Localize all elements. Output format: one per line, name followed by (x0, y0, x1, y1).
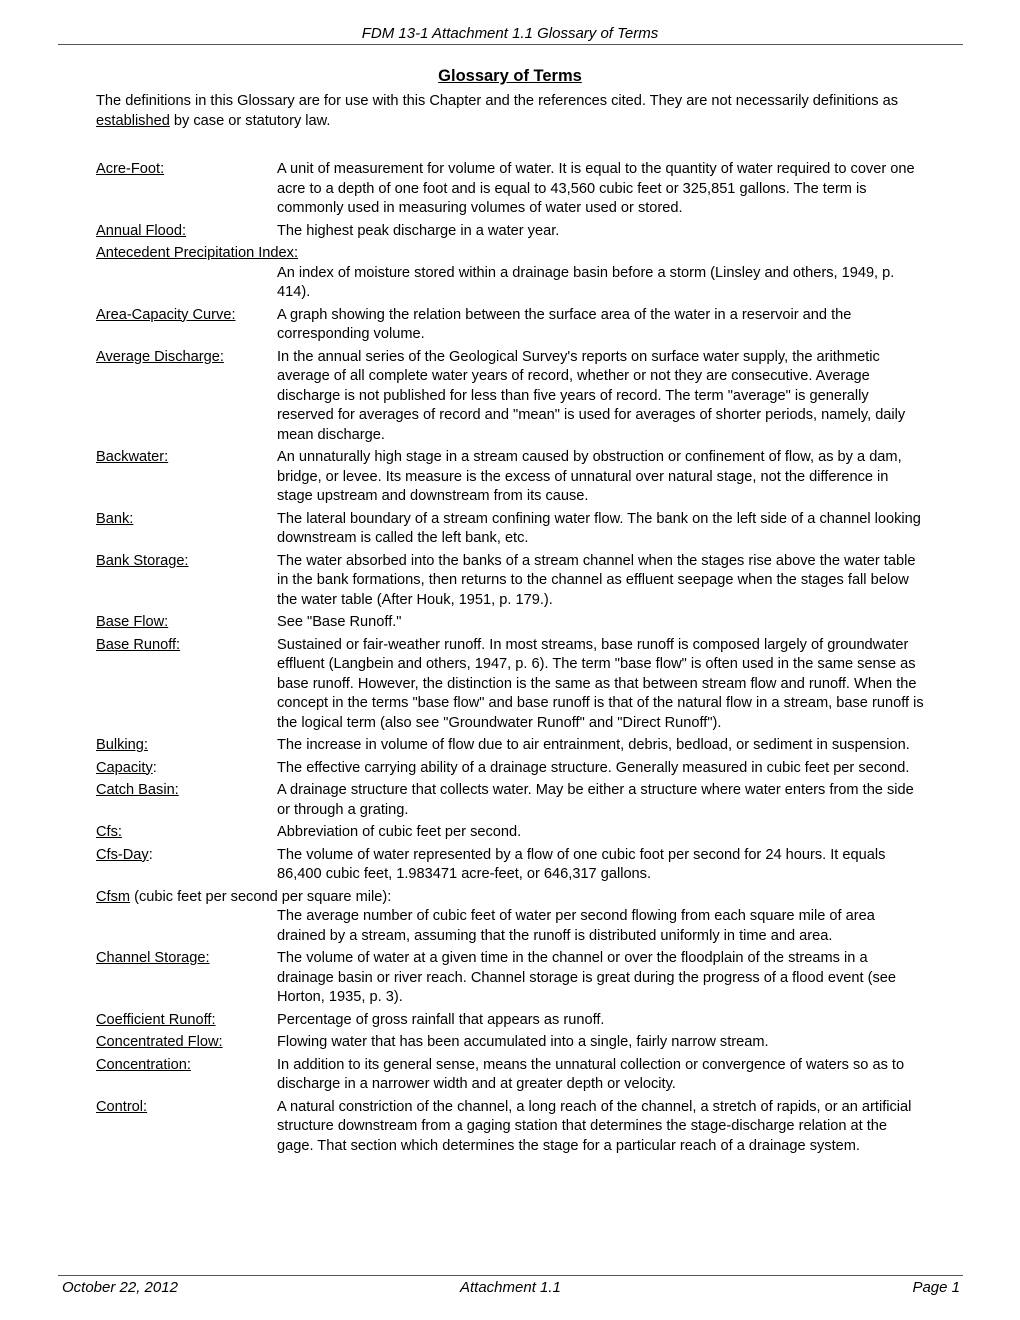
glossary-term: Control: (96, 1098, 148, 1115)
footer-attachment: Attachment 1.1 (460, 1279, 561, 1296)
glossary-term: Bulking: (96, 737, 148, 753)
glossary-definition: The volume of water represented by a flow of one cubic foot per second for 24 hours. It equals 86,400 cubic feet, 1.983471 acre-feet, or 646,317 gallons. (277, 846, 886, 882)
glossary-term: Acre-Foot: (96, 161, 165, 177)
glossary-definition: Abbreviation of cubic feet per second. (277, 824, 522, 840)
glossary-definition: The highest peak discharge in a water year. (277, 222, 560, 239)
intro-underlined-word: established (96, 112, 170, 129)
footer-divider (58, 1275, 963, 1276)
glossary-term: Concentration: (96, 1056, 191, 1073)
glossary-term: Channel Storage: (96, 950, 210, 966)
glossary-term-wrapper (96, 846, 277, 885)
glossary-term: Antecedent Precipitation Index: (96, 245, 299, 261)
glossary-term: Annual Flood: (96, 222, 187, 239)
page-header: FDM 13-1 Attachment 1.1 Glossary of Terms (361, 25, 659, 42)
glossary-term: Backwater: (96, 449, 169, 465)
glossary-definition: A graph showing the relation between the surface area of the water in a reservoir and the corresponding volume. (277, 306, 852, 342)
glossary-definition: In addition to its general sense, means the unnatural collection or convergence of waters so as to discharge in a narrower width and at greater depth or velocity. (277, 1056, 905, 1092)
glossary-entry (96, 888, 926, 947)
glossary-definition: Flowing water that has been accumulated into a single, fairly narrow stream. (277, 1034, 769, 1050)
glossary-entry (96, 306, 926, 345)
glossary-list (96, 160, 926, 1159)
glossary-term-wrapper (96, 759, 277, 779)
glossary-definition: In the annual series of the Geological Survey's reports on surface water supply, the arithmetic average of all complete water years of record, whether or not they are consecutive. Average discharge is not published for less than five years of record. The term "average" is generally reserved for averages of record and "mean" is used for averages of shorter periods, namely, daily mean discharge. (277, 348, 906, 443)
intro-paragraph (96, 92, 926, 131)
glossary-term-suffix: (cubic feet per second per square mile): (130, 888, 392, 905)
glossary-definition: The increase in volume of flow due to air entrainment, debris, bedload, or sediment in suspension. (277, 737, 910, 753)
glossary-term: Base Flow: (96, 614, 169, 630)
glossary-definition: An unnaturally high stage in a stream caused by obstruction or confinement of flow, as by a dam, bridge, or levee. Its measure is the excess of unnatural over natural stage, not the difference in stage upstream and downstream from its cause. (277, 449, 902, 504)
glossary-entry (96, 244, 926, 303)
glossary-entry (96, 160, 926, 219)
glossary-term: Cfs-Day (96, 846, 149, 863)
glossary-definition: Sustained or fair-weather runoff. In most streams, base runoff is composed largely of groundwater effluent (Langbein and others, 1947, p. 6). The term "base flow" is often used in the same sense as base runoff. However, the distinction is the same as that between stream flow and runoff. When the concept in the terms "base flow" and base runoff is that of the natural flow in a stream, base runoff is the logical term (also see "Groundwater Runoff" and "Direct Runoff"). (277, 636, 924, 731)
intro-text-end: by case or statutory law. (169, 112, 331, 129)
glossary-definition: A drainage structure that collects water. May be either a structure where water enters from the side or through a grating. (277, 782, 914, 818)
glossary-entry (96, 348, 926, 446)
glossary-entry (96, 222, 926, 242)
glossary-entry (96, 949, 926, 1008)
glossary-term: Base Runoff: (96, 636, 181, 653)
intro-text-start: The definitions in this Glossary are for use with this Chapter and the references cited. They are not necessarily definitions as (96, 93, 898, 109)
footer-page-number: Page 1 (912, 1279, 960, 1296)
glossary-term: Cfsm (96, 888, 131, 905)
glossary-term: Cfs: (96, 824, 122, 840)
glossary-term: Average Discharge: (96, 348, 224, 365)
glossary-entry (96, 759, 926, 779)
footer-date: October 22, 2012 (62, 1279, 178, 1296)
glossary-term: Area-Capacity Curve: (96, 306, 236, 323)
glossary-entry (96, 846, 926, 885)
glossary-definition: An index of moisture stored within a drainage basin before a storm (Linsley and others, 1949, p. 414). (277, 264, 895, 300)
glossary-entry (96, 823, 926, 843)
glossary-entry (96, 781, 926, 820)
glossary-term: Capacity (96, 759, 153, 776)
glossary-term: Concentrated Flow: (96, 1034, 223, 1050)
glossary-entry (96, 1033, 926, 1053)
glossary-definition: A natural constriction of the channel, a long reach of the channel, a stretch of rapids, or an artificial structure downstream from a gaging station that determines the stage-discharge relation at the gage. That section which determines the stage for a particular reach of a drainage system. (277, 1098, 912, 1154)
glossary-definition: The average number of cubic feet of water per second flowing from each square mile of area drained by a stream, assuming that the runoff is distributed uniformly in time and area. (277, 908, 875, 944)
glossary-entry (96, 1011, 926, 1031)
glossary-entry (96, 636, 926, 734)
glossary-entry (96, 613, 926, 633)
header-divider (58, 44, 963, 45)
glossary-entry (96, 510, 926, 549)
glossary-entry (96, 552, 926, 611)
glossary-entry (96, 1098, 926, 1157)
glossary-definition: The volume of water at a given time in the channel or over the floodplain of the streams in a drainage basin or river reach. Channel storage is great during the progress of a flood event (see Horton, 1935, p. 3). (277, 950, 896, 1005)
glossary-term-suffix: : (148, 846, 153, 863)
glossary-term: Bank: (96, 510, 134, 527)
glossary-definition: The lateral boundary of a stream confining water flow. The bank on the left side of a channel looking downstream is called the left bank, etc. (277, 510, 921, 546)
glossary-entry (96, 1056, 926, 1095)
glossary-term: Bank Storage: (96, 552, 189, 569)
glossary-definition: Percentage of gross rainfall that appears as runoff. (277, 1011, 605, 1028)
glossary-term: Catch Basin: (96, 782, 179, 798)
glossary-term-suffix: : (152, 759, 157, 776)
glossary-definition: The water absorbed into the banks of a stream channel when the stages rise above the water table in the bank formations, then returns to the channel as effluent seepage when the stages fall below the water table (After Houk, 1951, p. 179.). (277, 552, 916, 608)
glossary-definition: See "Base Runoff." (277, 614, 402, 630)
glossary-term-wrapper (96, 888, 926, 908)
glossary-entry (96, 448, 926, 507)
glossary-entry (96, 736, 926, 756)
glossary-definition: A unit of measurement for volume of water. It is equal to the quantity of water required to cover one acre to a depth of one foot and is equal to 43,560 cubic feet or 325,851 gallons. The term is commonly used in measuring volumes of water used or stored. (277, 161, 915, 216)
page-title: Glossary of Terms (438, 67, 582, 85)
glossary-term: Coefficient Runoff: (96, 1011, 216, 1028)
glossary-definition: The effective carrying ability of a drainage structure. Generally measured in cubic feet per second. (277, 759, 910, 776)
